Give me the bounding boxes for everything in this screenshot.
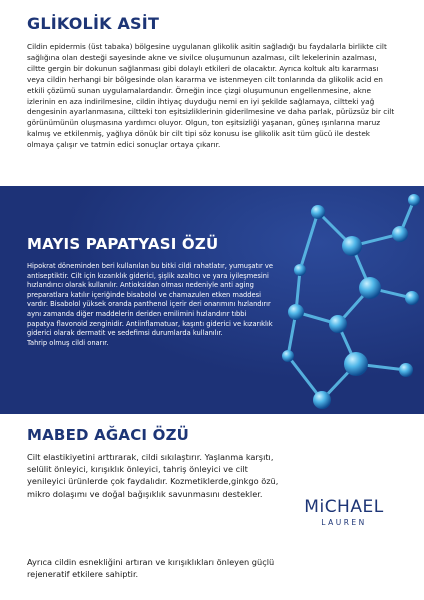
chamomile-section xyxy=(0,186,424,414)
chamomile-text xyxy=(27,262,275,348)
chamomile-text-main: Hipokrat döneminden beri kullanılan bu bitki cildi rahatlatır, yumuşatır ve antiseptiktir. Cilt için kızarıklık giderici, şişlik azaltıcı ve yara iyileşmesini hızlandırıcı olarak kullanılır. Antioksidan olması nedeniyle anti aging preparatlara katılır içeriğinde bisabolol ve chamazulen etken maddesi vardır. Bisabolol yüksek oranda panthenol içerir deri onarımını hızlandırır aynı zamanda diğer maddelerin deriden emilimini hızlandırır tıbbi papatya flavonoid zenginidir. Antiinflamatuar, kaşıntı giderici ve kızarıklık giderici olarak dermatit ve sedefimsi durumlarda kullanılır. xyxy=(27,262,273,338)
ginkgo-text-2: Ayrıca cildin esnekliğini artıran ve kırışıklıkları önleyen güçlü rejeneratif etkilere sahiptir. xyxy=(27,557,275,580)
svg-text:LAUREN: LAUREN xyxy=(321,518,367,527)
chamomile-title: MAYIS PAPATYASI ÖZÜ xyxy=(27,235,219,253)
glycolic-acid-title: GLİKOLİK ASİT xyxy=(27,14,160,33)
glycolic-acid-text: Cildin epidermis (üst tabaka) bölgesine uygulanan glikolik asitin sağladığı bu faydalarla birlikte cilt sağlığına olan desteği sayesinde akne ve sivilce oluşumunun azalması, cilt lekelerinin azalması, ciltte gergin bir dokunun sağlanması gibi dolaylı etkileri de olacaktır. Ayrıca koltuk altı kararması veya cildin herhangi bir bölgesinde olan kararma ve istenmeyen cilt tonlarında da glikolik acid en etkili çözümü sunan uygulamalardandır. Örneğin ince çizgi oluşumunun engellenmesine, akne izlerinin en aza indirilmesine, cildin ihtiyaç duyduğu nemi en iyi şekilde sağlamaya, ciltteki yağ dengesinin ayarlanmasına, ciltteki ton eşitsizliklerinin giderilmesine ve daha parlak, pürüzsüz bir cilt görünümünün oluşmasına yardımcı oluyor. Olgun, ton eşitsizliği yaşanan, güneş ışınlarına maruz kalmış ve etkilenmiş, yağlıya dönük bir cilt tipi söz konusu ise glikolik asit tüm gücü ile destek olmaya çalışır ve tatmin edici sonuçlar ortaya çıkarır. xyxy=(27,42,395,150)
chamomile-text-last: Tahrip olmuş cildi onarır. xyxy=(27,338,109,347)
michael-lauren-logo xyxy=(289,492,399,532)
glycolic-acid-section xyxy=(0,0,424,186)
ginkgo-text: Cilt elastikiyetini arttırarak, cildi sıkılaştırır. Yaşlanma karşıtı, selülit önleyici, kırışıklık önleyici, tahriş önleyici ve cilt yenileyici ürünlerde çok faydalıdır. Kozmetiklerde,ginkgo özü, mikro dolaşımı ve doğal bağışıklık savunmasını destekler. xyxy=(27,452,279,499)
svg-text:MiCHAEL: MiCHAEL xyxy=(304,497,384,517)
ginkgo-title: MABED AĞACI ÖZÜ xyxy=(27,426,190,444)
